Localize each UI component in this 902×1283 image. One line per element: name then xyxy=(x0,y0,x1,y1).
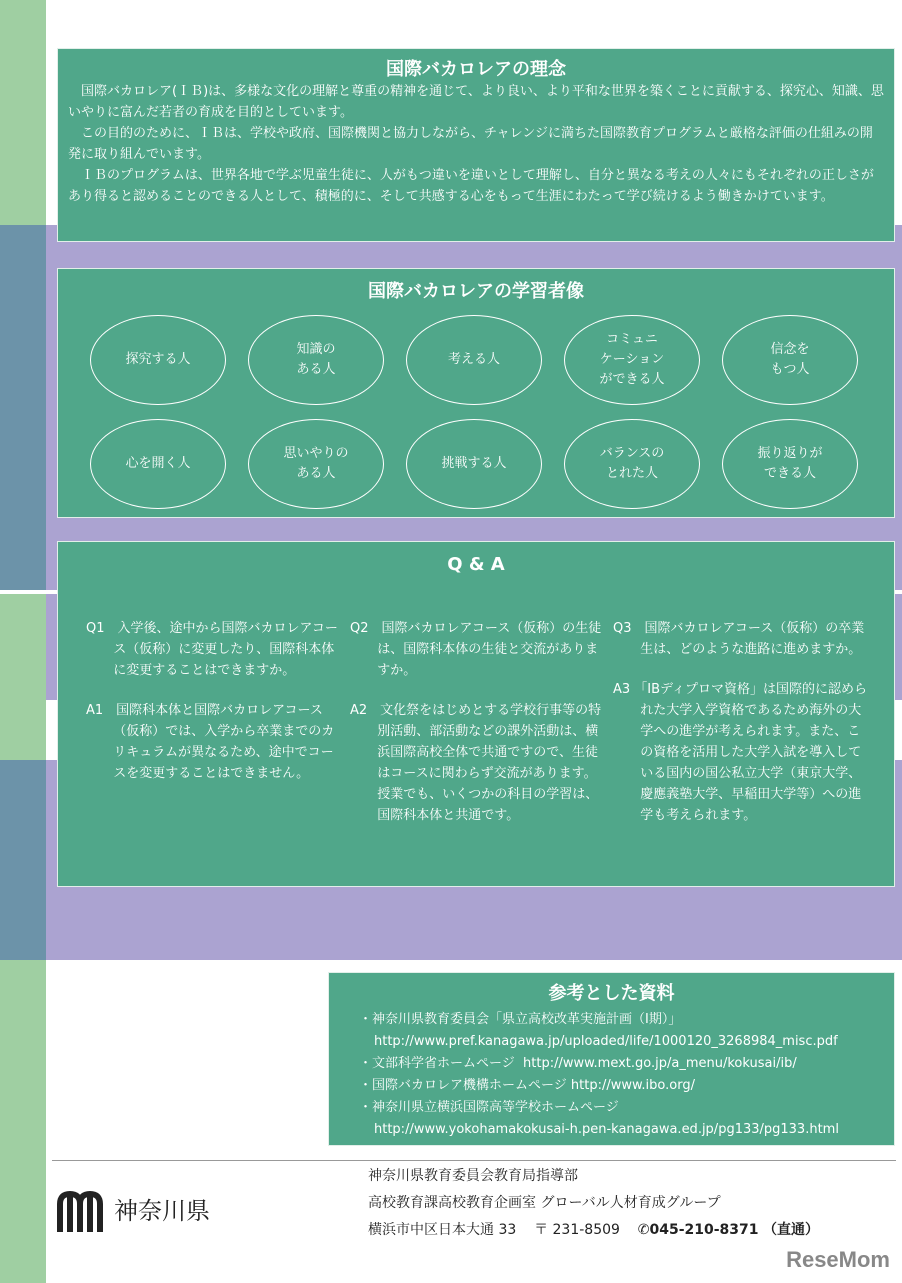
trait-oval: 探究する人 xyxy=(90,315,226,405)
learner-title: 国際バカロレアの学習者像 xyxy=(368,281,584,302)
qa-card xyxy=(57,541,895,887)
trait-oval: 挑戦する人 xyxy=(406,419,542,509)
reference-link[interactable]: http://www.pref.kanagawa.jp/uploaded/life/1000120_3268984_misc.pdf xyxy=(374,1034,838,1049)
phone-note: （直通） xyxy=(762,1222,819,1238)
question: Q2 国際バカロレアコース（仮称）の生徒は、国際科本体の生徒と交流がありますか。 xyxy=(350,621,602,678)
references-card xyxy=(328,972,895,1146)
address: 横浜市中区日本大通 33 xyxy=(368,1222,517,1238)
answer: A1 国際科本体と国際バカロレアコース（仮称）では、入学から卒業までのカリキュラムが異なるため、途中でコースを変更することはできません。 xyxy=(86,703,335,781)
reference-label: ・文部科学省ホームページ xyxy=(359,1056,515,1071)
trait-oval: 考える人 xyxy=(406,315,542,405)
answer: A2 文化祭をはじめとする学校行事等の特別活動、部活動などの課外活動は、横浜国際高校全体で共通ですので、生徒はコースに関わらず交流があります。授業でも、いくつかの科目の学習は、国際科本体と共通です。 xyxy=(350,703,602,823)
paragraph: 国際バカロレア(ＩＢ)は、多様な文化の理解と尊重の精神を通じて、より良い、より平和な世界を築くことに貢献する、探究心、知識、思いやりに富んだ若者の育成を目的としています。 xyxy=(68,84,884,120)
resemom-watermark: ReseMom xyxy=(786,1247,890,1272)
reference-link[interactable]: http://www.ibo.org/ xyxy=(570,1078,695,1093)
prefecture-name: 神奈川県 xyxy=(114,1196,210,1225)
reference-label: ・神奈川県教育委員会「県立高校改革実施計画（Ⅰ期）」 xyxy=(359,1012,682,1027)
footer-divider xyxy=(52,1160,896,1161)
philosophy-title: 国際バカロレアの理念 xyxy=(386,59,566,80)
trait-oval: 信念を もつ人 xyxy=(722,315,858,405)
strip-band xyxy=(0,225,46,592)
reference-link[interactable]: http://www.mext.go.jp/a_menu/kokusai/ib/ xyxy=(523,1056,797,1071)
left-strip xyxy=(0,0,46,1283)
department: 神奈川県教育委員会教育局指導部 xyxy=(368,1168,578,1184)
qa-title: Q & A xyxy=(447,554,505,575)
phone-number: 045-210-8371 xyxy=(649,1222,759,1238)
question: Q1 入学後、途中から国際バカロレアコース（仮称）に変更したり、国際科本体に変更することはできますか。 xyxy=(86,621,338,678)
trait-oval: 心を開く人 xyxy=(90,419,226,509)
references-title: 参考とした資料 xyxy=(548,983,675,1004)
strip-band xyxy=(0,760,46,960)
contact-info xyxy=(368,1163,819,1244)
prefecture-logo xyxy=(54,1186,210,1236)
philosophy-card xyxy=(57,48,895,242)
qa-column xyxy=(86,618,341,803)
trait-oval: 振り返りが できる人 xyxy=(722,419,858,509)
question: Q3 国際バカロレアコース（仮称）の卒業生は、どのような進路に進めますか。 xyxy=(613,621,865,657)
paragraph: ＩＢのプログラムは、世界各地で学ぶ児童生徒に、人がもつ違いを違いとして理解し、自分と異なる考えの人々にもそれぞれの正しさがあり得ると認めることのできる人として、積極的に、そして共感する心をもって生涯にわたって学び続けるよう働きかけています。 xyxy=(68,168,874,204)
paragraph: この目的のために、ＩＢは、学校や政府、国際機関と協力しながら、チャレンジに満ちた国際教育プログラムと厳格な評価の仕組みの開発に取り組んでいます。 xyxy=(68,126,873,162)
section: 高校教育課高校教育企画室 グローバル人材育成グループ xyxy=(368,1195,721,1211)
learner-profile-card xyxy=(57,268,895,518)
answer: A3 「IBディプロマ資格」は国際的に認められた大学入学資格であるため海外の大学への進学が考えられます。また、この資格を活用した大学入試を導入している国内の国公私立大学（東京大学、慶應義塾大学、早稲田大学等）への進学も考えられます。 xyxy=(613,682,868,823)
reference-link[interactable]: http://www.yokohamakokusai-h.pen-kanagawa.ed.jp/pg133/pg133.html xyxy=(374,1122,839,1137)
reference-label: ・神奈川県立横浜国際高等学校ホームページ xyxy=(359,1100,619,1115)
phone-icon: ✆ xyxy=(637,1222,650,1238)
qa-column xyxy=(613,618,868,845)
kanagawa-emblem-icon xyxy=(54,1186,106,1236)
trait-oval: コミュニ ケーション ができる人 xyxy=(564,315,700,405)
trait-oval: 思いやりの ある人 xyxy=(248,419,384,509)
postal-code: 〒 231-8509 xyxy=(534,1222,620,1238)
trait-oval: バランスの とれた人 xyxy=(564,419,700,509)
reference-label: ・国際バカロレア機構ホームページ xyxy=(359,1078,567,1093)
qa-column xyxy=(350,618,605,845)
trait-oval: 知識の ある人 xyxy=(248,315,384,405)
